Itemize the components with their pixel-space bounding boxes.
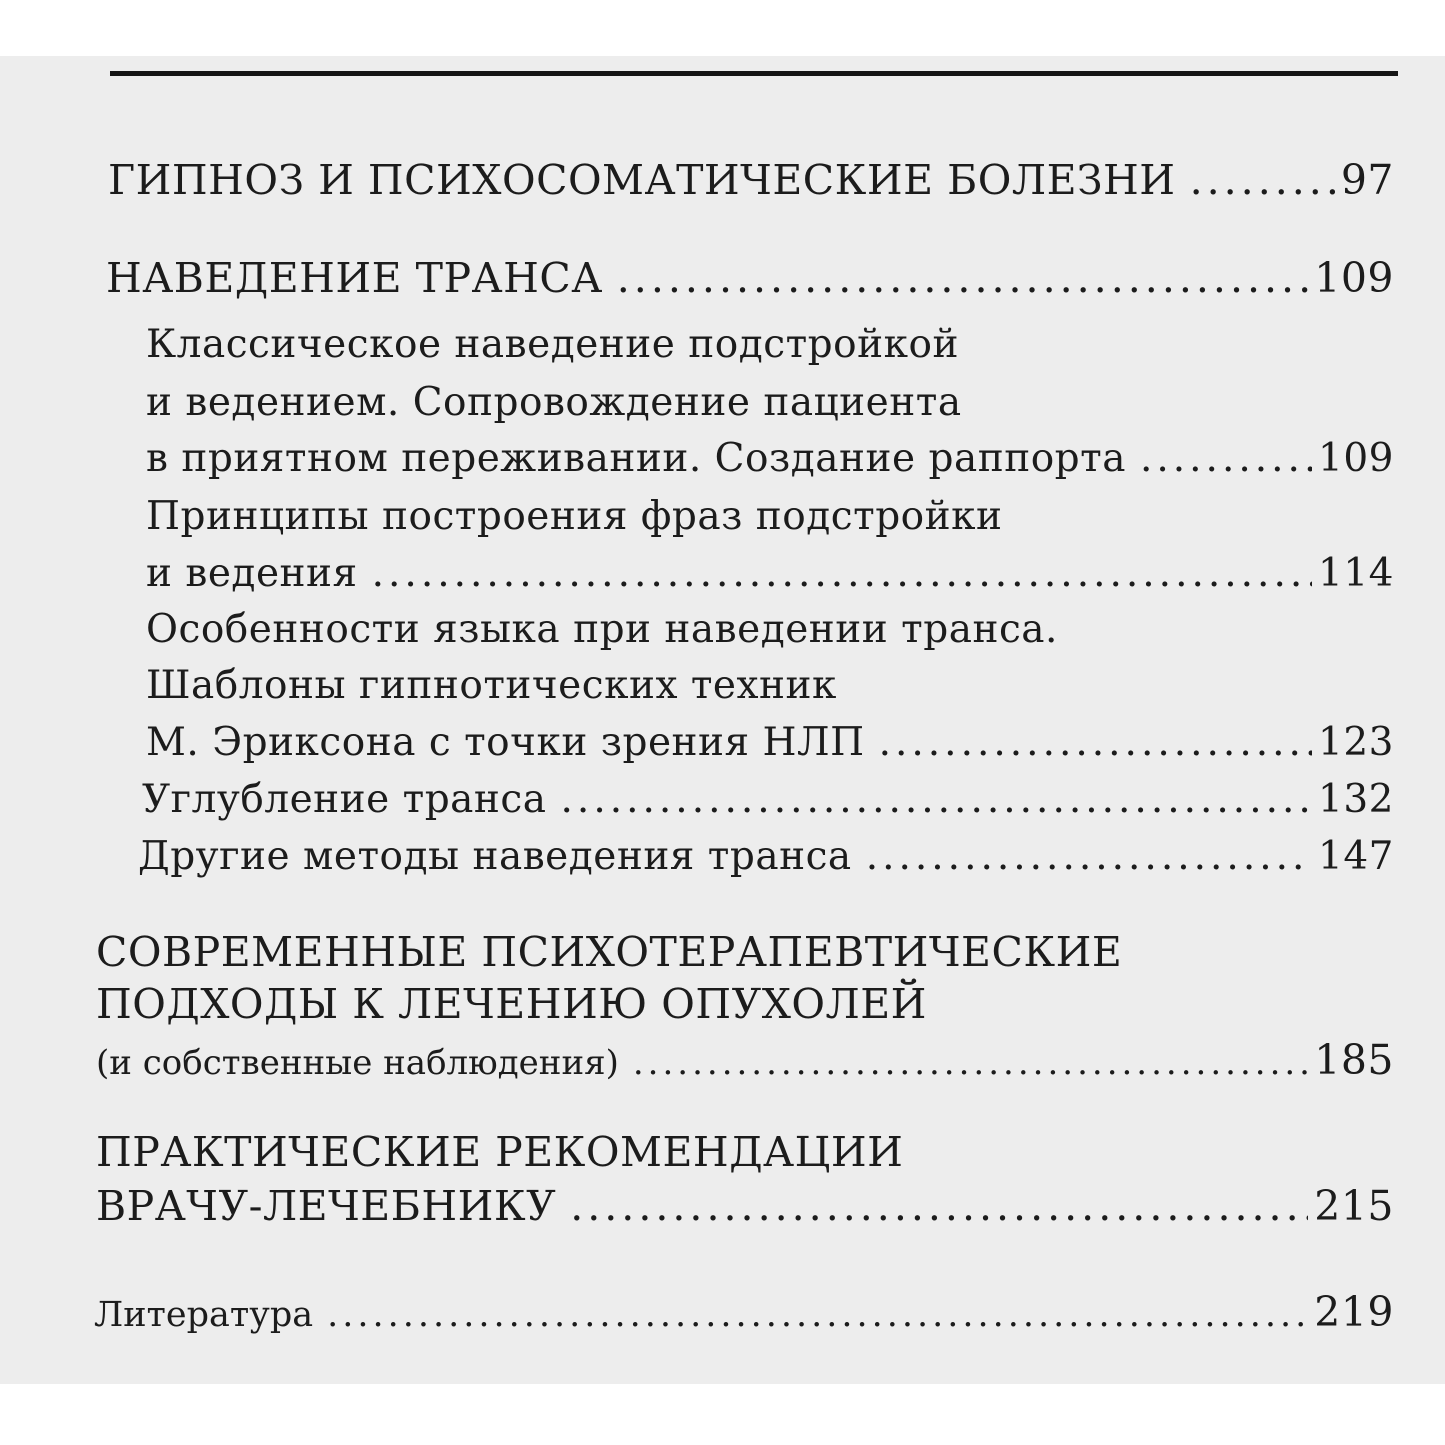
toc-entry-title: Другие методы наведения транса [138,834,852,879]
toc-page-number: 185 [1314,1036,1394,1084]
toc-subentry-principles-line1[interactable]: Принципы построения фраз подстройки [146,494,1003,539]
toc-entry-title: Литература [94,1295,314,1335]
toc-entry-title: (и собственные наблюдения) [96,1043,619,1083]
toc-page-number: 215 [1314,1182,1394,1230]
toc-page-number: 132 [1318,777,1394,822]
toc-subentry-language-line2[interactable]: Шаблоны гипнотических техник [146,663,837,708]
toc-page-number: 123 [1318,720,1394,765]
toc-entry-title: НАВЕДЕНИЕ ТРАНСА [106,254,603,302]
toc-subentry-deepening[interactable] [142,777,1394,822]
leader-dots [561,777,1313,822]
toc-page-number: 147 [1318,834,1394,879]
toc-page-number: 109 [1314,254,1394,302]
leader-dots [1140,436,1312,481]
leader-dots [570,1182,1308,1230]
toc-entry-title: Углубление транса [142,777,547,822]
toc-entry-literature[interactable] [94,1288,1394,1336]
leader-dots [879,720,1312,765]
toc-entry-title: М. Эриксона с точки зрения НЛП [146,720,865,765]
toc-subentry-classic-line2[interactable]: и ведением. Сопровождение пациента [146,380,962,425]
toc-subentry-language-line1[interactable]: Особенности языка при наведении транса. [146,607,1058,652]
toc-entry-modern-approaches-line2[interactable]: ПОДХОДЫ К ЛЕЧЕНИЮ ОПУХОЛЕЙ [96,980,927,1028]
toc-page-number: 114 [1318,551,1394,596]
leader-dots [327,1295,1308,1335]
leader-dots [617,254,1308,302]
toc-entry-title: ВРАЧУ-ЛЕЧЕБНИКУ [96,1182,557,1230]
toc-entry-recommendations-line1[interactable]: ПРАКТИЧЕСКИЕ РЕКОМЕНДАЦИИ [96,1128,904,1176]
toc-entry-recommendations[interactable] [96,1182,1394,1230]
toc-page-number: 97 [1340,156,1394,204]
toc-entry-hypnosis-psychosomatic[interactable] [108,156,1394,204]
toc-subentry-other-methods[interactable] [138,834,1394,879]
header-rule [110,71,1398,76]
leader-dots [372,551,1312,596]
leader-dots [866,834,1312,879]
toc-entry-title: и ведения [146,551,358,596]
toc-entry-title: в приятном переживании. Создание раппорта [146,436,1126,481]
toc-subentry-principles[interactable] [146,551,1394,596]
toc-entry-modern-approaches[interactable] [96,1036,1394,1084]
toc-page-number: 109 [1318,436,1394,481]
leader-dots [1190,156,1335,204]
toc-page-number: 219 [1314,1288,1394,1336]
toc-entry-modern-approaches-line1[interactable]: СОВРЕМЕННЫЕ ПСИХОТЕРАПЕВТИЧЕСКИЕ [96,928,1123,976]
toc-entry-title: ГИПНОЗ И ПСИХОСОМАТИЧЕСКИЕ БОЛЕЗНИ [108,156,1176,204]
toc-subentry-language[interactable] [146,720,1394,765]
leader-dots [633,1043,1308,1083]
toc-entry-trance-induction[interactable] [106,254,1394,302]
toc-subentry-classic[interactable] [146,436,1394,481]
toc-subentry-classic-line1[interactable]: Классическое наведение подстройкой [146,322,959,367]
